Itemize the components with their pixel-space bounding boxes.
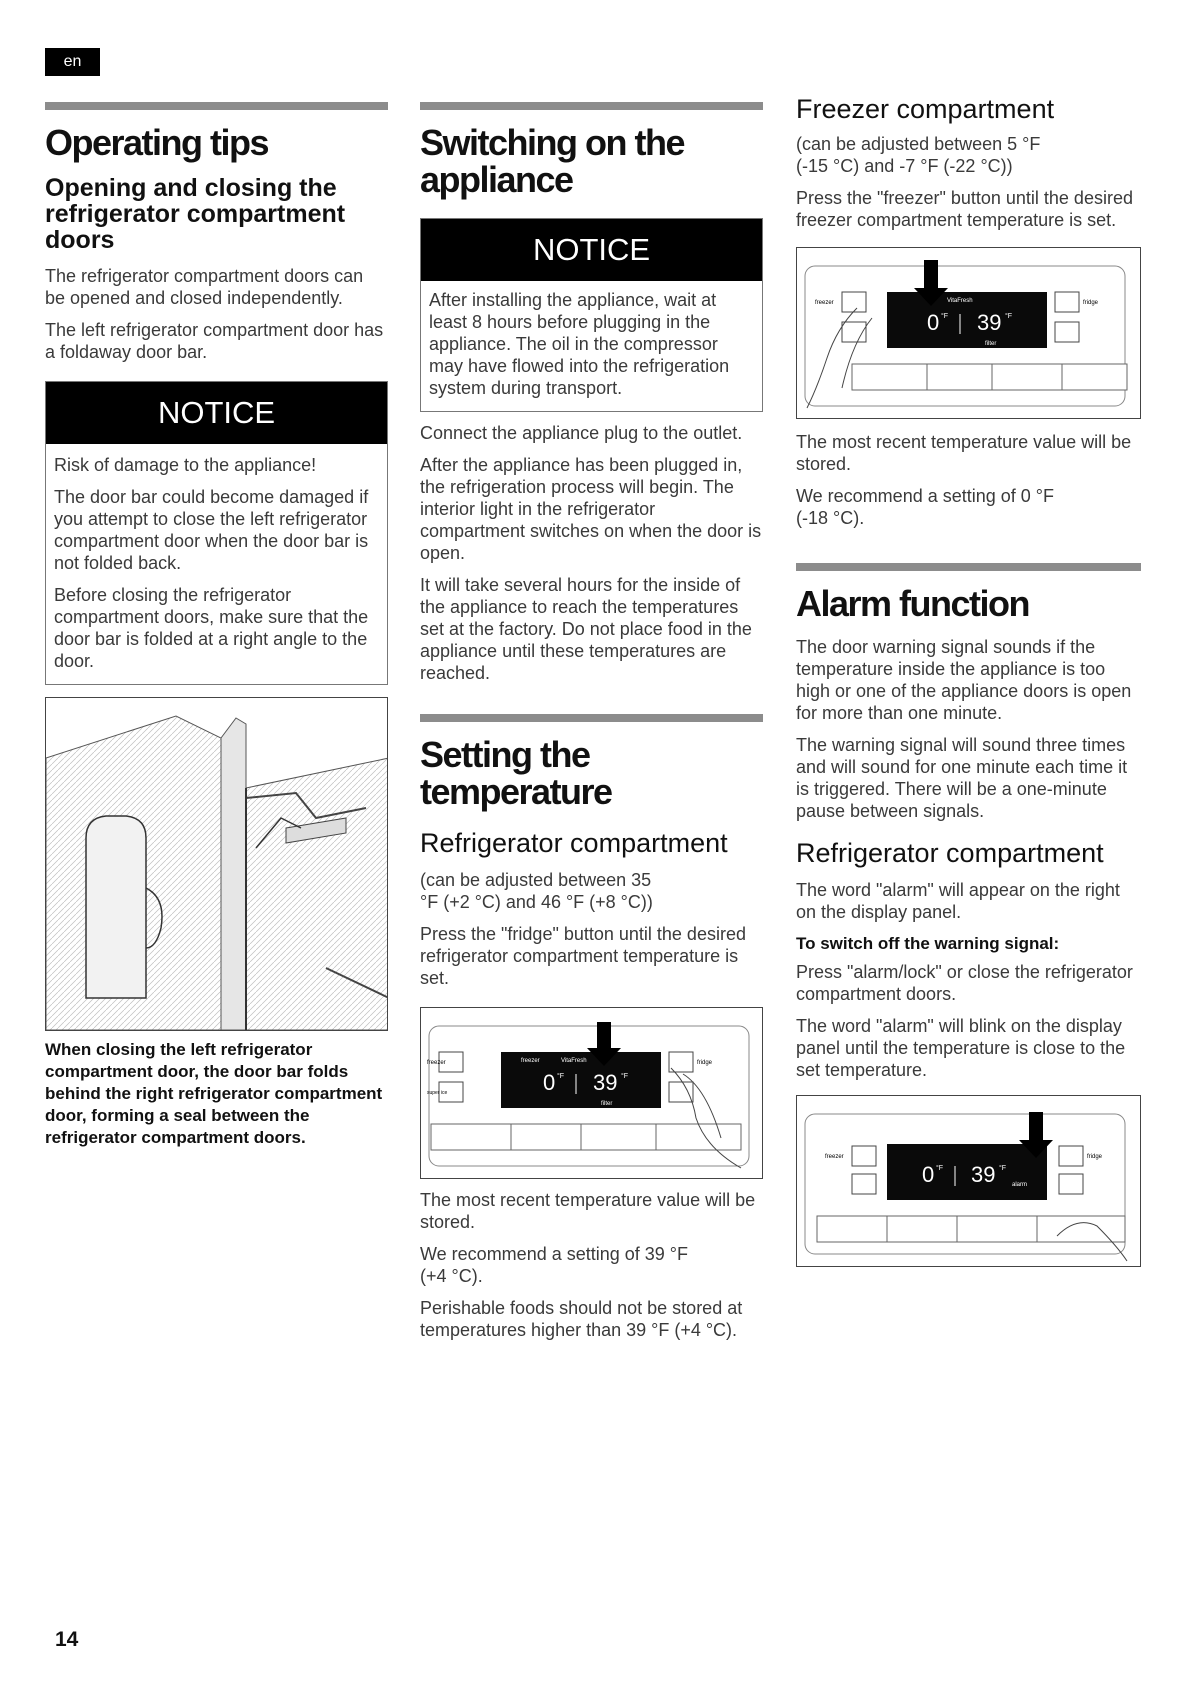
section-title: Operating tips: [45, 122, 269, 163]
paragraph: The warning signal will sound three times and will sound for one minute each time it is triggered. There will be a one-minute pause between signals.: [796, 735, 1128, 821]
section-title: Setting the temperature: [420, 734, 612, 812]
display-fridge-temp: 39: [971, 1162, 996, 1187]
paragraph: Perishable foods should not be stored at temperatures higher than 39 °F (+4 °C).: [420, 1298, 743, 1340]
control-panel-drawing: [797, 1096, 1141, 1266]
paragraph: We recommend a setting of 39 °F (+4 °C).: [420, 1244, 688, 1286]
display-freezer-temp: 0: [927, 310, 940, 335]
freezer-control-panel-illustration: [796, 247, 1141, 419]
paragraph: It will take several hours for the inside of the appliance to reach the temperatures set at the factory. Do not place food in the appliance until these temperatures are reached.: [420, 575, 752, 683]
paragraph: Press the "fridge" button until the desired refrigerator compartment temperature is set.: [420, 924, 746, 988]
door-bar-drawing: [46, 698, 388, 1030]
section-rule: [796, 563, 1141, 571]
paragraph: The door warning signal sounds if the temperature inside the appliance is too high or one of the appliance doors is open for more than one minute.: [796, 637, 1132, 723]
column-freezer-alarm: [796, 96, 1141, 1267]
control-panel-drawing: [421, 1008, 763, 1178]
display-label-alarm: alarm: [1012, 1182, 1028, 1188]
display-label-freezer: freezer: [521, 1058, 540, 1064]
section-title: Switching on the appliance: [420, 122, 684, 200]
paragraph: The most recent temperature value will be stored.: [420, 1190, 756, 1232]
panel-label-super-ice: super ice: [427, 1090, 448, 1096]
paragraph: We recommend a setting of 0 °F (-18 °C).: [796, 486, 1054, 528]
paragraph: The word "alarm" will appear on the right on the display panel.: [796, 880, 1120, 922]
paragraph: Press the "freezer" button until the desired freezer compartment temperature is set.: [796, 188, 1133, 230]
panel-label-freezer: freezer: [825, 1154, 844, 1160]
paragraph: After the appliance has been plugged in, the refrigeration process will begin. The interior light in the refrigerator compartment switches on when the door is open.: [420, 455, 762, 563]
alarm-control-panel-illustration: [796, 1095, 1141, 1267]
subsection-title: Opening and closing the refrigerator compartment doors: [45, 174, 346, 254]
display-unit: °F: [621, 1073, 629, 1080]
section-title: Alarm function: [796, 583, 1030, 624]
display-label-vitafresh: VitaFresh: [561, 1058, 587, 1064]
display-label-filter: filter: [985, 341, 997, 347]
control-panel-drawing: [797, 248, 1141, 418]
subsection-title: Freezer compartment: [796, 94, 1055, 124]
section-rule: [420, 102, 763, 110]
subsection-title: Refrigerator compartment: [796, 838, 1104, 868]
notice-text: Before closing the refrigerator compartment doors, make sure that the door bar is folded at a right angle to the door.: [54, 585, 369, 671]
fridge-control-panel-illustration: [420, 1007, 763, 1179]
column-operating-tips: [45, 102, 388, 1149]
figure-caption: When closing the left refrigerator compartment door, the door bar folds behind the right refrigerator compartment door, forming a seal between the refrigerator compartment doors.: [45, 1040, 383, 1147]
display-fridge-temp: 39: [593, 1070, 618, 1095]
notice-box: [420, 218, 763, 412]
paragraph: (can be adjusted between 5 °F (-15 °C) and -7 °F (-22 °C)): [796, 134, 1041, 176]
paragraph: Press "alarm/lock" or close the refrigerator compartment doors.: [796, 962, 1133, 1004]
paragraph: The word "alarm" will blink on the display panel until the temperature is close to the set temperature.: [796, 1016, 1126, 1080]
panel-label-freezer: freezer: [427, 1060, 446, 1066]
language-badge: en: [45, 48, 100, 76]
notice-heading: NOTICE: [46, 382, 387, 444]
display-unit: °F: [557, 1073, 565, 1080]
panel-label-fridge: fridge: [697, 1060, 713, 1066]
door-bar-illustration: [45, 697, 388, 1031]
notice-text: After installing the appliance, wait at least 8 hours before plugging in the appliance. The oil in the compressor may have flowed into the refrigeration system during transport.: [429, 290, 730, 398]
display-unit: °F: [1005, 313, 1013, 320]
section-rule: [45, 102, 388, 110]
notice-text: The door bar could become damaged if you attempt to close the left refrigerator compartment door when the door bar is not folded back.: [54, 487, 369, 573]
notice-heading: NOTICE: [421, 219, 762, 281]
paragraph: The most recent temperature value will be stored.: [796, 432, 1132, 474]
section-rule: [420, 714, 763, 722]
panel-label-freezer: freezer: [815, 300, 834, 306]
display-fridge-temp: 39: [977, 310, 1002, 335]
display-unit: °F: [936, 1165, 944, 1172]
display-unit: °F: [941, 313, 949, 320]
display-freezer-temp: 0: [922, 1162, 935, 1187]
display-label-vitafresh: VitaFresh: [947, 298, 973, 304]
notice-text: Risk of damage to the appliance!: [54, 455, 317, 475]
panel-label-fridge: fridge: [1087, 1154, 1103, 1160]
display-unit: °F: [999, 1165, 1007, 1172]
panel-label-fridge: fridge: [1083, 300, 1099, 306]
display-label-filter: filter: [601, 1101, 613, 1107]
paragraph: (can be adjusted between 35 °F (+2 °C) and 46 °F (+8 °C)): [420, 870, 653, 912]
instruction-label: To switch off the warning signal:: [796, 934, 1060, 953]
page-number: 14: [55, 1628, 79, 1651]
subsection-title: Refrigerator compartment: [420, 828, 728, 858]
paragraph: The refrigerator compartment doors can be opened and closed independently.: [45, 266, 364, 308]
paragraph: Connect the appliance plug to the outlet.: [420, 423, 743, 443]
paragraph: The left refrigerator compartment door has a foldaway door bar.: [45, 320, 384, 362]
display-freezer-temp: 0: [543, 1070, 556, 1095]
notice-box: [45, 381, 388, 685]
column-switching-on: [420, 102, 763, 1351]
